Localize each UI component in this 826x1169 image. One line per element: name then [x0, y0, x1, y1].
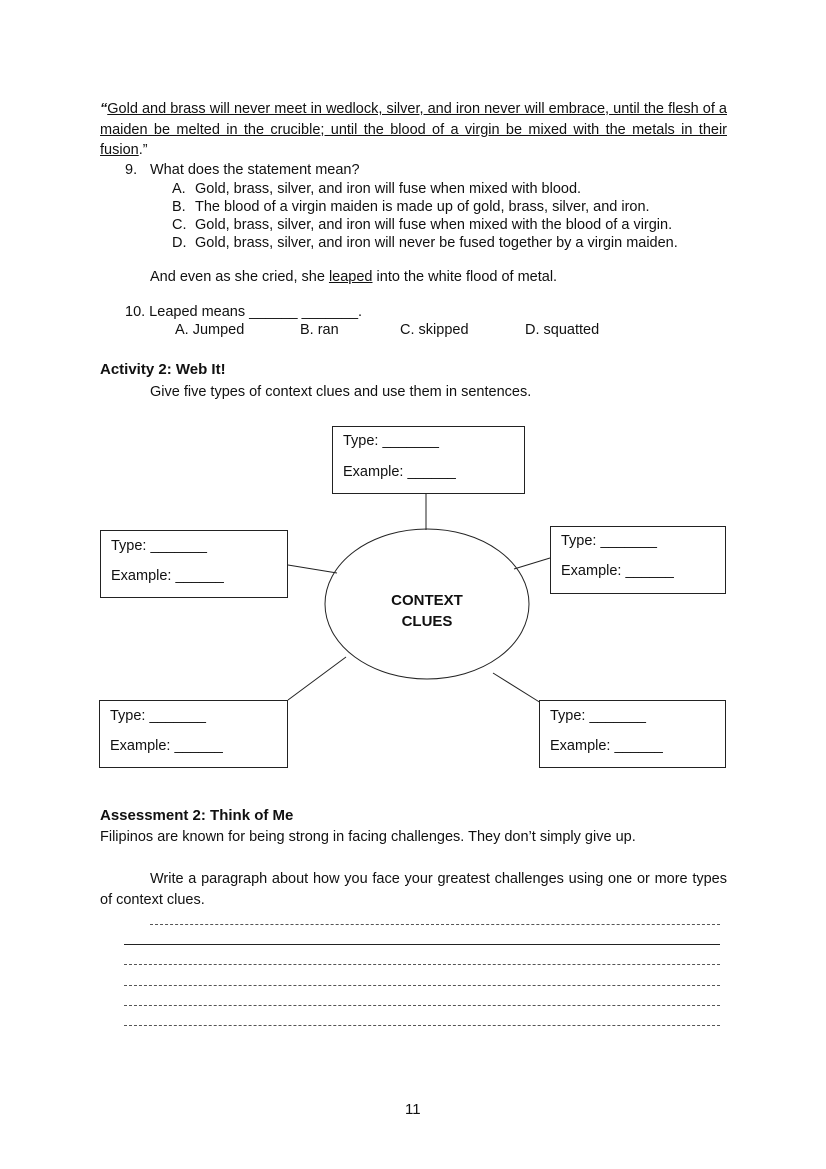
center-label	[327, 590, 527, 632]
activity2-instruction: Give five types of context clues and use them in sentences.	[150, 384, 532, 400]
web-box-bottom-left-type: Type: _______	[110, 708, 206, 724]
sentence-after: into the white flood of metal.	[372, 269, 558, 285]
web-box-top-type: Type: _______	[343, 433, 439, 449]
q9-option-c-letter: C.	[172, 217, 187, 233]
q9-option-b: The blood of a virgin maiden is made up of gold, brass, silver, and iron.	[195, 199, 650, 215]
q9-option-b-letter: B.	[172, 199, 186, 215]
answer-line-5[interactable]	[124, 1005, 720, 1006]
q9-question: What does the statement mean?	[150, 162, 360, 178]
answer-line-1[interactable]	[150, 924, 720, 925]
web-box-right-type: Type: _______	[561, 533, 657, 549]
center-label-line2: CLUES	[401, 613, 453, 630]
web-box-bottom-right-example: Example: ______	[550, 738, 663, 754]
assessment2-title: Assessment 2: Think of Me	[100, 807, 294, 824]
q10-option-b: B. ran	[300, 322, 339, 338]
web-box-bottom-right-type: Type: _______	[550, 708, 646, 724]
web-box-left-example: Example: ______	[111, 568, 224, 584]
web-box-top-example: Example: ______	[343, 464, 456, 480]
q9-option-d: Gold, brass, silver, and iron will never be fused together by a virgin maiden.	[195, 235, 678, 251]
q10-prompt: 10. Leaped means ______ _______.	[125, 304, 363, 320]
web-box-bottom-left-example: Example: ______	[110, 738, 223, 754]
answer-line-4[interactable]	[124, 985, 720, 986]
center-label-line1: CONTEXT	[391, 592, 463, 609]
sentence-before: And even as she cried, she	[150, 269, 329, 285]
answer-line-6[interactable]	[124, 1025, 720, 1026]
web-box-left-type: Type: _______	[111, 538, 207, 554]
q9-option-c: Gold, brass, silver, and iron will fuse when mixed with the blood of a virgin.	[195, 217, 673, 233]
web-box-right	[550, 526, 726, 594]
web-box-bottom-left	[99, 700, 288, 768]
q9-option-d-letter: D.	[172, 235, 187, 251]
sentence-underlined-word: leaped	[328, 269, 373, 285]
answer-line-3[interactable]	[124, 964, 720, 965]
assessment2-intro: Filipinos are known for being strong in facing challenges. They don’t simply give up.	[100, 829, 636, 845]
web-box-right-example: Example: ______	[561, 563, 674, 579]
q9-option-a-letter: A.	[172, 181, 186, 197]
assessment2-instruction: Write a paragraph about how you face your greatest challenges using one or more types of context clues.	[100, 871, 727, 908]
web-box-bottom-right	[539, 700, 726, 768]
q10-option-a: A. Jumped	[175, 322, 245, 338]
open-quote: “	[100, 101, 108, 117]
q9-option-a: Gold, brass, silver, and iron will fuse when mixed with blood.	[195, 181, 582, 197]
activity2-title: Activity 2: Web It!	[100, 361, 226, 378]
q10-option-d: D. squatted	[525, 322, 600, 338]
close-quote: .”	[138, 142, 148, 158]
answer-line-2[interactable]	[124, 944, 720, 945]
underlined-passage: Gold and brass will never meet in wedlock, silver, and iron never will embrace, until the flesh of a maiden be melted in the crucible; until the blood of a virgin be mixed with the metals in their fusion	[100, 101, 727, 158]
page-number: 11	[405, 1101, 421, 1118]
web-box-top	[332, 426, 525, 494]
q9-number: 9.	[125, 162, 138, 178]
web-box-left	[100, 530, 288, 598]
q10-option-c: C. skipped	[400, 322, 469, 338]
